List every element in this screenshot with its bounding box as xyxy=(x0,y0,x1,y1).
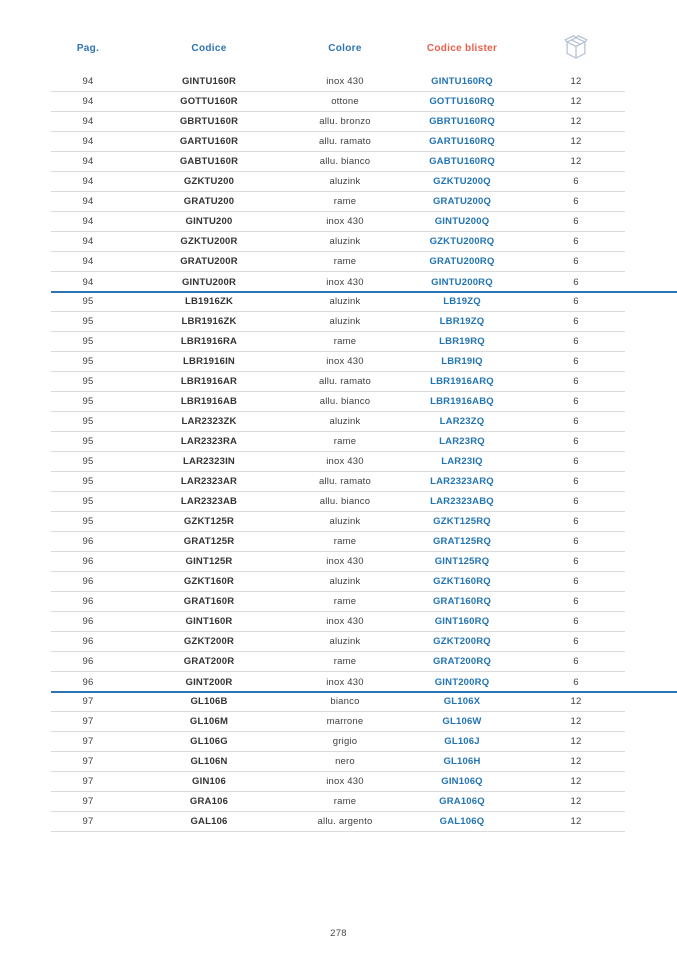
codice-blister-cell: LAR23ZQ xyxy=(439,416,485,427)
table-row xyxy=(51,752,625,772)
colore-cell: inox 430 xyxy=(326,276,364,288)
table-row xyxy=(51,292,625,312)
colore-cell: aluzink xyxy=(329,416,361,427)
pag-cell: 96 xyxy=(82,556,94,567)
codice-cell: GINTU200R xyxy=(181,276,237,288)
table-row xyxy=(51,712,625,732)
table-row xyxy=(51,112,625,132)
table-row xyxy=(51,92,625,112)
qty-cell: 6 xyxy=(573,236,579,247)
colore-cell: inox 430 xyxy=(326,356,364,367)
codice-cell: LBR1916RA xyxy=(180,336,238,347)
codice-cell: LBR1916AB xyxy=(180,396,238,407)
codice-cell: GRATU200R xyxy=(180,256,238,267)
codice-blister-cell: LAR2323ARQ xyxy=(430,476,494,487)
table-row xyxy=(51,372,625,392)
codice-blister-cell: GRATU200Q xyxy=(432,196,492,207)
table-row xyxy=(51,632,625,652)
codice-blister-cell: GIN106Q xyxy=(441,776,483,787)
codice-blister-cell: LAR23IQ xyxy=(441,456,483,467)
codice-cell: GRAT125R xyxy=(183,536,235,547)
qty-cell: 12 xyxy=(570,736,582,747)
table-row xyxy=(51,132,625,152)
colore-cell: marrone xyxy=(326,716,364,727)
table-row xyxy=(51,172,625,192)
codice-blister-cell: GINT160RQ xyxy=(434,616,490,627)
pag-cell: 95 xyxy=(82,416,94,427)
table-row xyxy=(51,552,625,572)
colore-cell: rame xyxy=(333,336,357,347)
codice-cell: GIN106 xyxy=(192,776,226,787)
pag-cell: 96 xyxy=(82,656,94,667)
codice-blister-cell: LBR19IQ xyxy=(441,356,483,367)
codice-blister-cell: GINTU200RQ xyxy=(431,276,493,288)
codice-blister-cell: GINTU200Q xyxy=(434,216,490,227)
table-row xyxy=(51,672,625,692)
table-row xyxy=(51,352,625,372)
codice-cell: LAR2323RA xyxy=(180,436,238,447)
qty-cell: 6 xyxy=(573,276,579,288)
qty-cell: 12 xyxy=(570,76,582,87)
codice-blister-cell: GRAT200RQ xyxy=(432,656,492,667)
colore-cell: aluzink xyxy=(329,636,361,647)
pag-cell: 94 xyxy=(82,276,94,288)
header-colore: Colore xyxy=(328,42,362,54)
codice-cell: LBR1916ZK xyxy=(181,316,237,327)
qty-cell: 6 xyxy=(573,576,579,587)
codice-cell: GZKT125R xyxy=(183,516,235,527)
pag-cell: 96 xyxy=(82,636,94,647)
qty-cell: 6 xyxy=(573,536,579,547)
pag-cell: 95 xyxy=(82,376,94,387)
colore-cell: inox 430 xyxy=(326,216,364,227)
codice-blister-cell: LBR1916ABQ xyxy=(430,396,494,407)
qty-cell: 6 xyxy=(573,456,579,467)
page-number: 278 xyxy=(330,928,347,939)
qty-cell: 12 xyxy=(570,816,582,827)
colore-cell: bianco xyxy=(330,696,360,707)
qty-cell: 6 xyxy=(573,176,579,187)
table-row xyxy=(51,792,625,812)
codice-cell: LBR1916AR xyxy=(180,376,238,387)
colore-cell: aluzink xyxy=(329,176,361,187)
codice-blister-cell: GARTU160RQ xyxy=(429,136,495,147)
qty-cell: 6 xyxy=(573,376,579,387)
qty-cell: 12 xyxy=(570,696,582,707)
codice-blister-cell: GBRTU160RQ xyxy=(429,116,495,127)
colore-cell: inox 430 xyxy=(326,556,364,567)
colore-cell: aluzink xyxy=(329,236,361,247)
table-row xyxy=(51,192,625,212)
qty-cell: 12 xyxy=(570,796,582,807)
codice-cell: GABTU160R xyxy=(179,156,239,167)
colore-cell: allu. ramato xyxy=(318,376,372,387)
table-row xyxy=(51,392,625,412)
codice-blister-cell: GRAT160RQ xyxy=(432,596,492,607)
colore-cell: aluzink xyxy=(329,316,361,327)
codice-cell: GZKT160R xyxy=(183,576,235,587)
qty-cell: 12 xyxy=(570,136,582,147)
header-codice-blister: Codice blister xyxy=(426,42,498,54)
table-row xyxy=(51,612,625,632)
qty-cell: 6 xyxy=(573,516,579,527)
pag-cell: 96 xyxy=(82,576,94,587)
qty-cell: 6 xyxy=(573,496,579,507)
qty-cell: 12 xyxy=(570,156,582,167)
qty-cell: 12 xyxy=(570,716,582,727)
pag-cell: 95 xyxy=(82,476,94,487)
codice-blister-cell: LBR19ZQ xyxy=(439,316,485,327)
pag-cell: 95 xyxy=(82,436,94,447)
table-row xyxy=(51,512,625,532)
pag-cell: 96 xyxy=(82,616,94,627)
codice-blister-cell: GINT125RQ xyxy=(434,556,490,567)
colore-cell: allu. bianco xyxy=(319,156,371,167)
codice-blister-cell: GABTU160RQ xyxy=(429,156,495,167)
codice-cell: GAL106 xyxy=(190,816,228,827)
colore-cell: allu. bianco xyxy=(319,396,371,407)
pag-cell: 94 xyxy=(82,76,94,87)
colore-cell: rame xyxy=(333,796,357,807)
table-row xyxy=(51,152,625,172)
colore-cell: allu. bianco xyxy=(319,496,371,507)
pag-cell: 97 xyxy=(82,716,94,727)
qty-cell: 12 xyxy=(570,116,582,127)
codice-cell: GL106M xyxy=(189,716,229,727)
codice-blister-cell: GRATU200RQ xyxy=(429,256,495,267)
colore-cell: rame xyxy=(333,256,357,267)
qty-cell: 6 xyxy=(573,216,579,227)
colore-cell: grigio xyxy=(332,736,358,747)
pag-cell: 96 xyxy=(82,536,94,547)
qty-cell: 6 xyxy=(573,436,579,447)
codice-cell: GINT160R xyxy=(185,616,233,627)
pag-cell: 94 xyxy=(82,116,94,127)
table-header-row xyxy=(51,34,625,62)
pag-cell: 97 xyxy=(82,816,94,827)
codice-cell: GZKTU200 xyxy=(183,176,235,187)
table-row xyxy=(51,732,625,752)
header-qty xyxy=(527,34,625,62)
table-row xyxy=(51,452,625,472)
header-pag: Pag. xyxy=(76,42,100,54)
table-row xyxy=(51,312,625,332)
pag-cell: 96 xyxy=(82,596,94,607)
table-row xyxy=(51,432,625,452)
codice-cell: GRATU200 xyxy=(183,196,235,207)
codice-blister-cell: GRA106Q xyxy=(439,796,485,807)
codice-cell: LAR2323AR xyxy=(180,476,238,487)
table-row xyxy=(51,812,625,832)
codice-blister-cell: GRAT125RQ xyxy=(432,536,492,547)
codice-cell: LBR1916IN xyxy=(183,356,235,367)
codice-cell: LAR2323IN xyxy=(183,456,235,467)
qty-cell: 6 xyxy=(573,296,579,307)
colore-cell: rame xyxy=(333,536,357,547)
codice-cell: GRAT200R xyxy=(183,656,235,667)
qty-cell: 6 xyxy=(573,476,579,487)
pag-cell: 94 xyxy=(82,176,94,187)
codice-cell: GINT125R xyxy=(185,556,233,567)
codice-cell: GRA106 xyxy=(189,796,229,807)
pag-cell: 95 xyxy=(82,336,94,347)
pag-cell: 94 xyxy=(82,96,94,107)
qty-cell: 6 xyxy=(573,676,579,688)
pag-cell: 94 xyxy=(82,196,94,207)
table-row xyxy=(51,492,625,512)
pag-cell: 95 xyxy=(82,396,94,407)
pag-cell: 97 xyxy=(82,756,94,767)
qty-cell: 6 xyxy=(573,256,579,267)
colore-cell: allu. argento xyxy=(317,816,373,827)
codice-blister-cell: GL106J xyxy=(444,736,480,747)
table-row xyxy=(51,472,625,492)
colore-cell: allu. ramato xyxy=(318,136,372,147)
table-row xyxy=(51,332,625,352)
colore-cell: rame xyxy=(333,196,357,207)
qty-cell: 6 xyxy=(573,396,579,407)
table-row xyxy=(51,272,625,292)
colore-cell: rame xyxy=(333,656,357,667)
header-codice: Codice xyxy=(191,42,227,54)
qty-cell: 6 xyxy=(573,636,579,647)
codice-blister-cell: LB19ZQ xyxy=(443,296,481,307)
codice-blister-cell: GZKT125RQ xyxy=(433,516,491,527)
colore-cell: ottone xyxy=(331,96,359,107)
colore-cell: inox 430 xyxy=(326,616,364,627)
qty-cell: 12 xyxy=(570,776,582,787)
codice-blister-cell: GAL106Q xyxy=(439,816,485,827)
codice-blister-cell: GL106H xyxy=(443,756,481,767)
qty-cell: 12 xyxy=(570,756,582,767)
codice-blister-cell: LAR2323ABQ xyxy=(430,496,494,507)
pag-cell: 97 xyxy=(82,776,94,787)
pag-cell: 94 xyxy=(82,156,94,167)
colore-cell: aluzink xyxy=(329,296,361,307)
codice-cell: GZKT200R xyxy=(183,636,235,647)
codice-cell: GL106N xyxy=(190,756,228,767)
colore-cell: inox 430 xyxy=(326,76,364,87)
codice-cell: GINTU200 xyxy=(185,216,233,227)
codice-cell: GINT200R xyxy=(185,676,233,688)
pag-cell: 97 xyxy=(82,696,94,707)
codice-cell: GARTU160R xyxy=(179,136,239,147)
qty-cell: 6 xyxy=(573,596,579,607)
table-row xyxy=(51,572,625,592)
colore-cell: nero xyxy=(335,756,355,767)
codice-blister-cell: GZKT160RQ xyxy=(433,576,491,587)
pag-cell: 96 xyxy=(82,676,94,688)
table-row xyxy=(51,652,625,672)
codice-cell: LAR2323ZK xyxy=(181,416,237,427)
codice-blister-cell: GINTU160RQ xyxy=(431,76,493,87)
table-row xyxy=(51,252,625,272)
pag-cell: 95 xyxy=(82,496,94,507)
pag-cell: 94 xyxy=(82,136,94,147)
table-row xyxy=(51,772,625,792)
qty-cell: 6 xyxy=(573,616,579,627)
codice-cell: GL106B xyxy=(190,696,228,707)
codice-blister-cell: LBR19RQ xyxy=(439,336,485,347)
codice-blister-cell: LBR1916ARQ xyxy=(430,376,494,387)
pag-cell: 94 xyxy=(82,216,94,227)
codice-cell: GOTTU160R xyxy=(180,96,238,107)
codice-blister-cell: GL106W xyxy=(442,716,482,727)
pag-cell: 97 xyxy=(82,736,94,747)
colore-cell: aluzink xyxy=(329,516,361,527)
pag-cell: 95 xyxy=(82,356,94,367)
codice-cell: GZKTU200R xyxy=(180,236,238,247)
colore-cell: aluzink xyxy=(329,576,361,587)
pag-cell: 95 xyxy=(82,516,94,527)
qty-cell: 6 xyxy=(573,196,579,207)
pag-cell: 94 xyxy=(82,236,94,247)
qty-cell: 6 xyxy=(573,316,579,327)
catalog-table xyxy=(51,34,625,832)
colore-cell: rame xyxy=(333,436,357,447)
table-body xyxy=(51,72,625,832)
colore-cell: allu. ramato xyxy=(318,476,372,487)
colore-cell: inox 430 xyxy=(326,676,364,688)
table-row xyxy=(51,212,625,232)
colore-cell: allu. bronzo xyxy=(319,116,371,127)
qty-cell: 6 xyxy=(573,556,579,567)
table-row xyxy=(51,72,625,92)
pag-cell: 95 xyxy=(82,456,94,467)
table-row xyxy=(51,692,625,712)
codice-blister-cell: GOTTU160RQ xyxy=(429,96,495,107)
table-row xyxy=(51,532,625,552)
pag-cell: 95 xyxy=(82,316,94,327)
table-row xyxy=(51,592,625,612)
codice-blister-cell: GZKTU200Q xyxy=(433,176,491,187)
codice-cell: LB1916ZK xyxy=(184,296,234,307)
codice-blister-cell: GZKT200RQ xyxy=(433,636,491,647)
codice-blister-cell: GL106X xyxy=(443,696,481,707)
codice-cell: GL106G xyxy=(190,736,228,747)
codice-blister-cell: GINT200RQ xyxy=(434,676,490,688)
codice-blister-cell: LAR23RQ xyxy=(439,436,485,447)
codice-cell: GBRTU160R xyxy=(179,116,239,127)
colore-cell: rame xyxy=(333,596,357,607)
codice-blister-cell: GZKTU200RQ xyxy=(429,236,495,247)
table-row xyxy=(51,412,625,432)
table-row xyxy=(51,232,625,252)
qty-cell: 6 xyxy=(573,356,579,367)
pag-cell: 94 xyxy=(82,256,94,267)
qty-cell: 12 xyxy=(570,96,582,107)
colore-cell: inox 430 xyxy=(326,776,364,787)
colore-cell: inox 430 xyxy=(326,456,364,467)
package-box-icon xyxy=(562,34,590,62)
qty-cell: 6 xyxy=(573,336,579,347)
codice-cell: GRAT160R xyxy=(183,596,235,607)
pag-cell: 95 xyxy=(82,296,94,307)
pag-cell: 97 xyxy=(82,796,94,807)
codice-cell: LAR2323AB xyxy=(180,496,238,507)
codice-cell: GINTU160R xyxy=(181,76,237,87)
qty-cell: 6 xyxy=(573,416,579,427)
qty-cell: 6 xyxy=(573,656,579,667)
